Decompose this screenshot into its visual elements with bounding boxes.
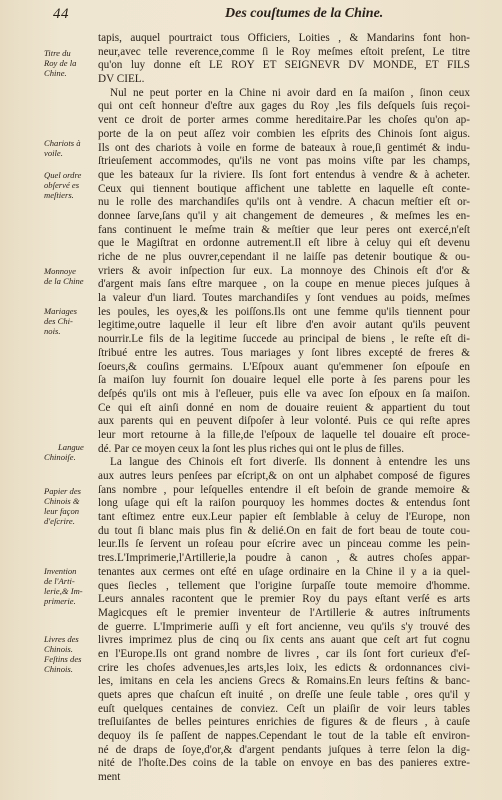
text-line: vriers & avoir inſpection ſur eux. La monnoye des Chinois eſt d'or & bbox=[98, 264, 470, 277]
margin-note-papier: Papier des Chinois & leur façon d'eſcrire. bbox=[44, 486, 81, 526]
text-line: leur mort retourne à la fille,de l'eſpoux de laquelle tel douaire eſt proce- bbox=[98, 428, 470, 441]
text-line: Magicques eſt le premier inventeur de l'Artillerie & autres inſtruments bbox=[98, 606, 470, 619]
margin-note-title-roy: Titre du Roy de la Chine. bbox=[44, 48, 77, 78]
text-line: ſtrieuſement accommodes, qu'ils ne vont pas moins viſte par les champs, bbox=[98, 155, 470, 168]
text-line: ſa maiſon luy fournit ſon douaire lequel elle porte à ſes parens pour les bbox=[98, 374, 470, 387]
text-line: Ils ont des chariots à voile en forme de bateaux à roue,ſi gentimét & indu- bbox=[98, 141, 470, 154]
text-line: euſt quelques centaines de conviez. Ceſt un plaiſir de voir leurs tables bbox=[98, 702, 470, 715]
text-line: aux autres leurs penſees par eſcript,& on ont un alphabet composé de figures bbox=[98, 470, 470, 482]
text-line: legitime,outre laquelle il leur eſt libre d'en avoir autant qu'ils peuvent bbox=[98, 319, 470, 332]
text-line: tres.L'Imprimerie,l'Artillerie,la poudre à canon , & autres choſes appar- bbox=[98, 552, 470, 565]
margin-note-invention: Invention de l'Arti- lerie,& Im- primerie. bbox=[44, 566, 83, 606]
page-number: 44 bbox=[53, 6, 69, 22]
text-line: ſans nombre , pour leſquelles entendre il eſt beſoin de grande memoire & bbox=[98, 483, 470, 496]
text-line: DV CIEL. bbox=[98, 73, 145, 86]
text-line: que les bateaux ſur la riviere. Ils ſont fort entendus à vendre & à acheter. bbox=[98, 168, 470, 181]
text-line: les poules, les oyes,& les poiſſons.Ils ont une femme qu'ils tiennent pour bbox=[98, 305, 470, 318]
text-line: en l'Europe.Ils ont grand nombre de livres , car ils ſont fort curieux d'eſ- bbox=[98, 647, 470, 660]
margin-note-mariages: Mariages des Chi- nois. bbox=[44, 306, 77, 336]
text-line: ment bbox=[98, 771, 121, 784]
text-line: ques ſiecles , tellement que l'origine ſurpaſſe toute memoire d'homme. bbox=[98, 579, 470, 592]
text-line: que le Magiſtrat en ordonne autrement.Il eſt libre à celuy qui eſt devenu bbox=[98, 237, 470, 250]
margin-note-monnoye: Monnoye de la Chine bbox=[44, 266, 84, 286]
text-line: ſoeurs,& couſins germains. L'Eſpoux auant qu'emmener ſon eſpouſe en bbox=[98, 360, 470, 373]
main-text-block bbox=[98, 32, 470, 785]
text-line: neur,avec telle reverence,comme ſi le Roy meſmes eſtoit preſent, Le titre bbox=[98, 45, 470, 58]
text-line: leur.Ils ſe ſervent un roſeau pour eſcrire avec un pinceau comme les pein- bbox=[98, 538, 470, 551]
text-line: du tout ſi blanc mais plus fin & delié.On en fait de fort beau de toute cou- bbox=[98, 524, 470, 537]
text-line: aux parents qui en peuvent diſpoſer à leur volonté. Puis ce qui reſte apres bbox=[98, 415, 470, 428]
running-head: Des couſtumes de la Chine. bbox=[225, 6, 384, 21]
text-line: Ceux qui tiennent boutique affichent une tablette en laquelle eſt conte- bbox=[98, 182, 470, 195]
text-line: deſpés qu'ils ont mis à l'eſleuer, puis elle va avec ſon eſpoux en ſa maiſon. bbox=[98, 387, 470, 400]
margin-note-chariots: Chariots à voile. bbox=[44, 138, 81, 158]
text-line: treſluiſantes de belles peintures enrichies de figures & de fleurs , à cauſe bbox=[98, 716, 470, 729]
text-line: de guerre. L'Imprimerie auſſi y eſt fort ancienne, veu qu'ils s'y trouvé des bbox=[98, 620, 470, 633]
text-line: nité de l'hoſte.Des coins de la table on envoye en bas des panieres extre- bbox=[98, 757, 470, 770]
text-line: les, imitans en cela les anciens Grecs & Romains.En leurs feſtins & banc- bbox=[98, 675, 470, 688]
text-line: nourrir.Le fils de la legitime ſuccede au principal de biens , le reſte eſt di- bbox=[98, 333, 470, 346]
text-line: fans continuent le meſme train & meſtier que leur peres ont exercé,n'eſt bbox=[98, 223, 470, 236]
text-line: Nul ne peut porter en la Chine ni avoir dard en ſa maiſon , ſinon ceux bbox=[110, 86, 470, 99]
text-line: dé. Par ce moyen ceux la ſont les plus riches qui ont le plus de filles. bbox=[98, 442, 405, 455]
text-line: nu le rolle des marchandiſes qu'ils ont à vendre. A chacun meſtier eſt or- bbox=[98, 196, 470, 209]
text-line: d'argent mais ſans eſtre marquee , on la coupe en menue pieces juſques à bbox=[98, 278, 470, 291]
text-line: donnee ſarve,ſans qu'il y ait changement de demeures , & meſmes les en- bbox=[98, 209, 470, 222]
text-line: tenantes aux cermes ont eſté en uſage ordinaire en la Chine il y a ia quel- bbox=[98, 565, 470, 578]
text-line: qui ont ceſt honneur d'eſtre aux gages du Roy ,les fils deſquels ſuis reçoi- bbox=[98, 100, 470, 113]
text-line: tant eſtimez entre eux.Leur papier eſt ſemblable à celuy de l'Europe, non bbox=[98, 511, 470, 524]
text-line: La langue des Chinois eſt fort diverſe. Ils donnent à entendre les uns bbox=[110, 456, 470, 469]
margin-note-langue: Langue Chinoiſe. bbox=[44, 442, 84, 462]
text-line: dequoy ils ſe paſſent de nappes.Cependant le tout de la table eſt environ- bbox=[98, 730, 470, 743]
text-line: livres imprimez plus de cinq ou ſix cents ans auant que ceſt art fut cognu bbox=[98, 634, 470, 647]
text-line: Ce qui eſt ainſi donné en nom de douaire reuient & appartient du tout bbox=[98, 401, 470, 414]
text-line: tapis, auquel pourtraict tous Officiers, Loities , & Mandarins font hon- bbox=[98, 32, 470, 44]
text-line: long uſage qui eſt la raiſon pourquoy les hommes doctes & entendus ſont bbox=[98, 497, 470, 510]
margin-note-mestiers: Quel ordre obſervé es meſtiers. bbox=[44, 170, 82, 200]
text-line: crire les choſes advenues,les arts,les loix, les edicts & ordonnances civi- bbox=[98, 661, 470, 674]
text-line: riche de ne plus ouvrer,cependant il ne laiſſe pas detenir boutique & ou- bbox=[98, 251, 470, 263]
text-line: qu'on luy donne eſt LE ROY ET SEIGNEVR DV MONDE, ET FILS bbox=[98, 59, 470, 72]
text-line: quets apres que chaſcun eſt inuité , on dreſſe une ſeule table , ores qu'il y bbox=[98, 689, 470, 701]
text-line: porte de la on peut aſſez voir combien les eſprits des Chinois ſont aigus. bbox=[98, 127, 470, 140]
text-line: Leurs annales racontent que le premier Roy du pays eſtant verſé es arts bbox=[98, 593, 470, 606]
text-line: la valeur d'un liard. Toutes marchandiſes y ſont vendues au poids, meſmes bbox=[98, 292, 470, 305]
text-line: ſtribué entre les autres. Tous mariages y ſont libres excepté de freres & bbox=[98, 346, 470, 359]
text-line: né de draps de ſoye,d'or,& d'argent pendants juſques à terre ſelon la dig- bbox=[98, 743, 470, 756]
margin-note-livres-festins: Livres des Chinois. Feſtins des Chinois. bbox=[44, 634, 82, 674]
text-line: vent ce droit de porter armes comme hereditaire.Par les choſes qu'on ap- bbox=[98, 114, 470, 127]
